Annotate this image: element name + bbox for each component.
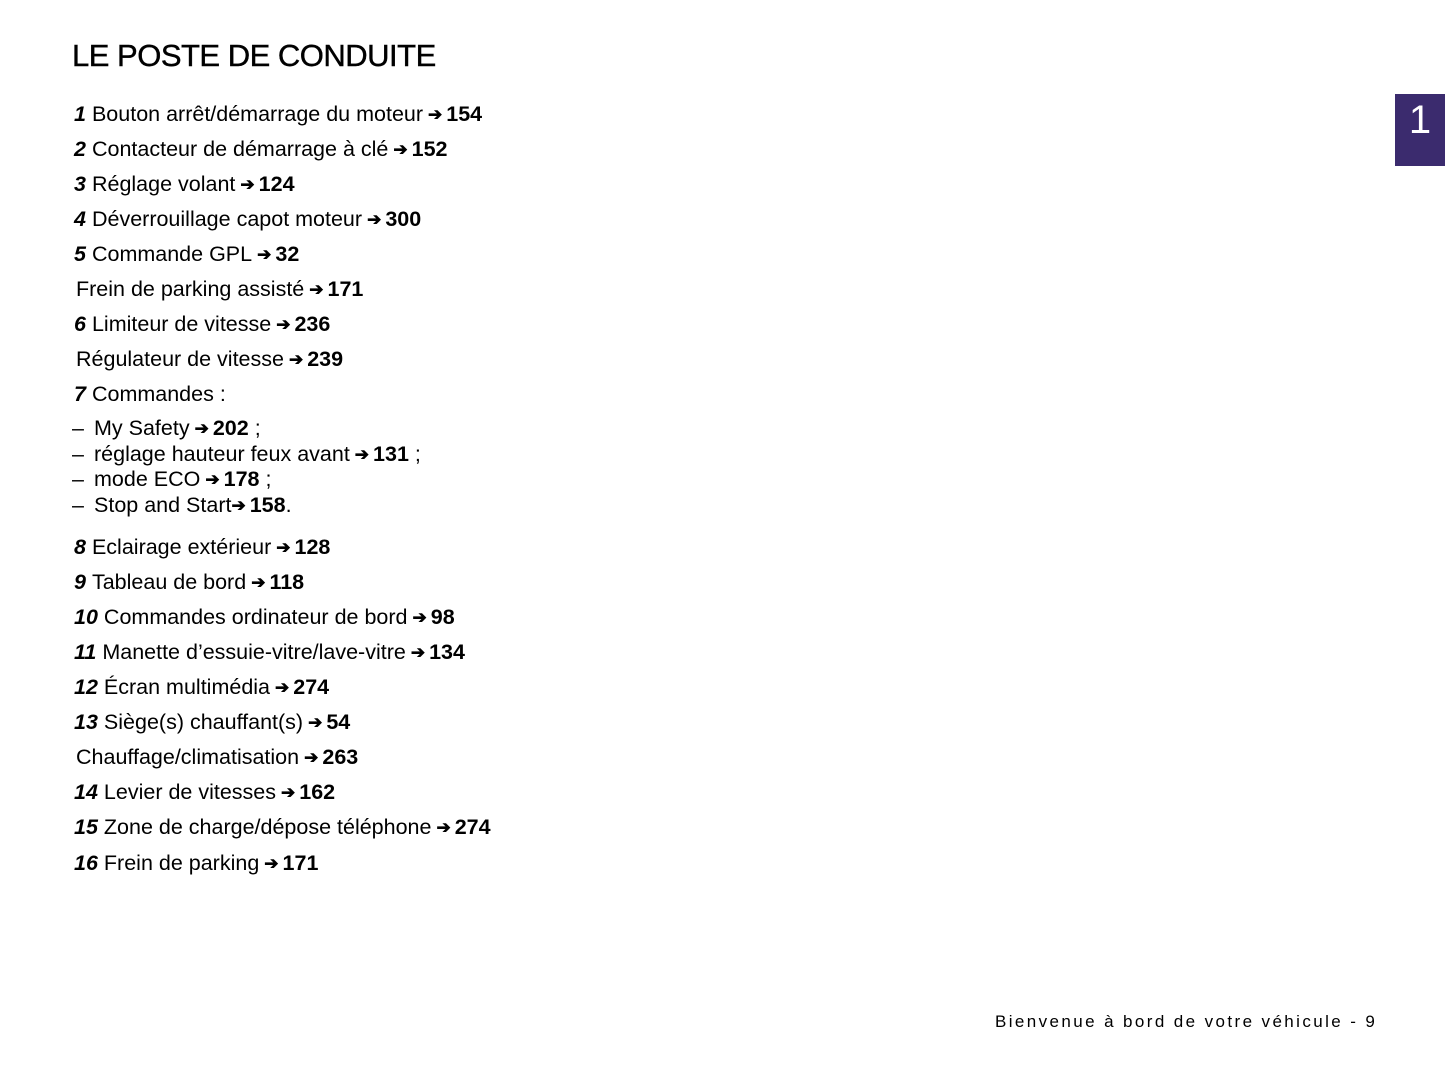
item-label: Chauffage/climatisation: [76, 745, 300, 769]
item-number: 15: [74, 815, 98, 839]
legend-item-12: [74, 674, 329, 702]
commandes-subitem-my-safety: [72, 415, 261, 443]
page-reference[interactable]: 274: [454, 815, 491, 839]
item-label: Réglage volant: [91, 172, 236, 196]
dash-bullet: –: [72, 416, 84, 440]
arrow-right-icon: ➔: [275, 678, 290, 697]
item-label: Commandes ordinateur de bord: [103, 605, 408, 629]
item-label: Commande GPL: [91, 242, 253, 266]
item-label: Écran multimédia: [103, 675, 271, 699]
subitem-suffix: ;: [248, 416, 261, 440]
item-number: 4: [74, 207, 86, 231]
dash-bullet: –: [72, 493, 84, 517]
page-reference[interactable]: 98: [430, 605, 455, 629]
item-label: Frein de parking assisté: [76, 277, 305, 301]
arrow-right-icon: ➔: [412, 608, 427, 627]
item-number: 9: [74, 570, 86, 594]
legend-item-15: [74, 814, 491, 842]
legend-item-8: [74, 534, 330, 562]
legend-item-16: [74, 850, 318, 878]
subitem-label: mode ECO: [94, 467, 201, 491]
page-reference[interactable]: 171: [282, 851, 319, 875]
arrow-right-icon: ➔: [410, 643, 426, 662]
dash-bullet: –: [72, 442, 84, 466]
legend-item-7: [74, 381, 226, 407]
subitem-label: réglage hauteur feux avant: [94, 442, 350, 466]
arrow-right-icon: ➔: [304, 748, 319, 767]
legend-item-3: [74, 171, 295, 199]
item-label: Frein de parking: [103, 851, 260, 875]
arrow-right-icon: ➔: [205, 470, 220, 489]
page-footer: Bienvenue à bord de votre véhicule - 9: [995, 1012, 1378, 1031]
legend-item-5b: [76, 276, 363, 304]
page-reference[interactable]: 131: [373, 442, 409, 466]
legend-item-13: [74, 709, 350, 737]
arrow-right-icon: ➔: [354, 445, 370, 464]
item-label: Manette d’essuie-vitre/lave-vitre: [102, 640, 406, 664]
item-label: Déverrouillage capot moteur: [91, 207, 363, 231]
item-number: 12: [74, 675, 98, 699]
legend-item-1: [74, 101, 482, 129]
page-reference[interactable]: 162: [299, 780, 336, 804]
arrow-right-icon: ➔: [194, 419, 209, 438]
item-label: Zone de charge/dépose téléphone: [103, 815, 432, 839]
legend-item-14: [74, 779, 335, 807]
item-number: 10: [74, 605, 98, 629]
item-number: 11: [74, 640, 97, 664]
arrow-right-icon: ➔: [309, 280, 324, 299]
item-label: Commandes :: [91, 382, 226, 406]
page-reference[interactable]: 118: [269, 570, 305, 594]
chapter-number: 1: [1408, 98, 1432, 142]
item-label: Régulateur de vitesse: [76, 347, 284, 371]
legend-item-5: [74, 241, 299, 269]
page-reference[interactable]: 300: [385, 207, 422, 231]
item-number: 13: [74, 710, 98, 734]
arrow-right-icon: ➔: [436, 818, 451, 837]
commandes-subitem-eco-mode: [72, 466, 271, 494]
commandes-subitem-stop-and-start: [72, 492, 292, 520]
legend-item-2: [74, 136, 448, 164]
page-title: LE POSTE DE CONDUITE: [72, 38, 436, 73]
arrow-right-icon: ➔: [428, 105, 443, 124]
dash-bullet: –: [72, 467, 84, 491]
page-reference[interactable]: 236: [294, 312, 331, 336]
item-number: 7: [74, 382, 86, 406]
page-reference[interactable]: 152: [411, 137, 448, 161]
arrow-right-icon: ➔: [308, 713, 323, 732]
arrow-right-icon: ➔: [288, 350, 304, 369]
item-label: Tableau de bord: [91, 570, 247, 594]
page-reference[interactable]: 178: [223, 467, 260, 491]
item-label: Contacteur de démarrage à clé: [91, 137, 389, 161]
page-reference[interactable]: 274: [293, 675, 330, 699]
subitem-suffix: ;: [408, 442, 421, 466]
arrow-right-icon: ➔: [231, 496, 246, 515]
subitem-suffix: .: [285, 493, 292, 517]
item-label: Limiteur de vitesse: [91, 312, 272, 336]
chapter-tab: [1395, 94, 1445, 166]
page-reference[interactable]: 124: [258, 172, 295, 196]
arrow-right-icon: ➔: [276, 315, 291, 334]
legend-item-11: [74, 639, 465, 667]
page-reference[interactable]: 154: [446, 102, 483, 126]
item-number: 5: [74, 242, 86, 266]
arrow-right-icon: ➔: [281, 783, 296, 802]
legend-item-6b: [76, 346, 343, 374]
legend-item-10: [74, 604, 455, 632]
page-reference[interactable]: 32: [275, 242, 300, 266]
arrow-right-icon: ➔: [393, 140, 408, 159]
page-reference[interactable]: 202: [212, 416, 249, 440]
legend-item-9: [74, 569, 304, 597]
arrow-right-icon: ➔: [240, 175, 255, 194]
item-label: Levier de vitesses: [103, 780, 277, 804]
page-reference[interactable]: 239: [307, 347, 344, 371]
legend-item-13b: [76, 744, 358, 772]
arrow-right-icon: ➔: [367, 210, 382, 229]
subitem-label: My Safety: [94, 416, 190, 440]
page-reference[interactable]: 128: [294, 535, 331, 559]
commandes-subitem-headlight-height: [72, 441, 421, 469]
legend-item-4: [74, 206, 421, 234]
arrow-right-icon: ➔: [276, 538, 291, 557]
item-number: 2: [74, 137, 86, 161]
subitem-suffix: ;: [259, 467, 272, 491]
item-number: 3: [74, 172, 86, 196]
arrow-right-icon: ➔: [257, 245, 272, 264]
arrow-right-icon: ➔: [264, 854, 279, 873]
legend-item-6: [74, 311, 330, 339]
page-reference[interactable]: 134: [429, 640, 465, 664]
arrow-right-icon: ➔: [251, 573, 266, 592]
item-number: 8: [74, 535, 86, 559]
item-label: Siège(s) chauffant(s): [103, 710, 304, 734]
item-label: Bouton arrêt/démarrage du moteur: [91, 102, 424, 126]
item-number: 1: [74, 102, 86, 126]
page-reference[interactable]: 158: [249, 493, 286, 517]
item-number: 16: [74, 851, 98, 875]
item-label: Eclairage extérieur: [91, 535, 272, 559]
page-reference[interactable]: 263: [322, 745, 359, 769]
item-number: 6: [74, 312, 86, 336]
item-number: 14: [74, 780, 98, 804]
subitem-label: Stop and Start: [94, 493, 232, 517]
page-reference[interactable]: 54: [326, 710, 351, 734]
page-reference[interactable]: 171: [327, 277, 364, 301]
